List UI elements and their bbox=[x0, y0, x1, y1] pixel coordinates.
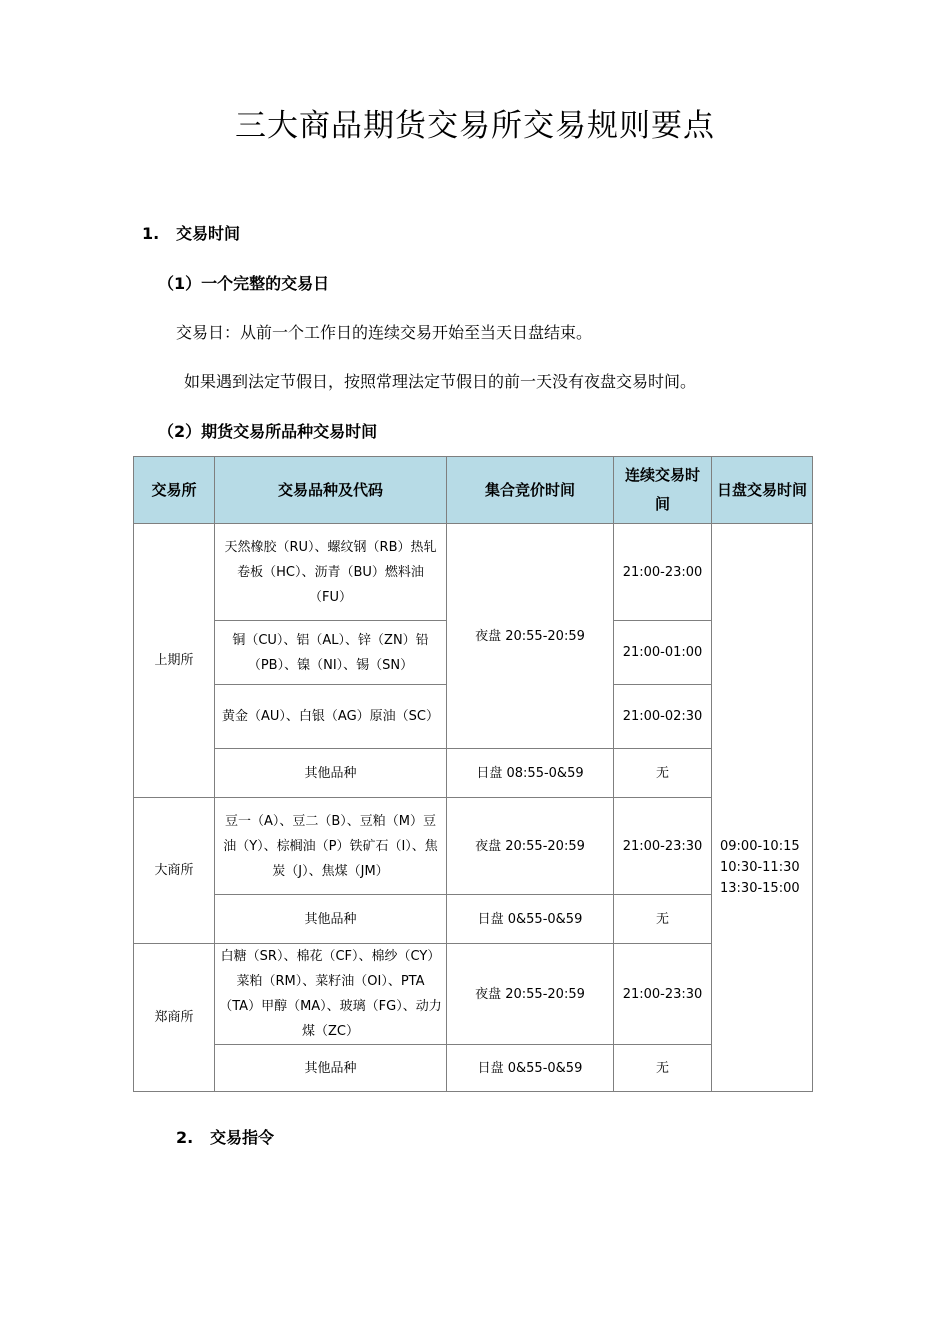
products-cell: 天然橡胶（RU）、螺纹钢（RB）热轧卷板（HC）、沥青（BU）燃料油（FU） bbox=[215, 524, 447, 621]
continuous-cell: 无 bbox=[614, 895, 712, 944]
table-row bbox=[134, 944, 813, 1045]
products-cell: 白糖（SR）、棉花（CF）、棉纱（CY）菜粕（RM）、菜籽油（OI）、PTA（TA）甲醇（MA）、玻璃（FG）、动力煤（ZC） bbox=[215, 944, 447, 1045]
continuous-cell: 21:00-23:30 bbox=[614, 944, 712, 1045]
header-continuous: 连续交易时间 bbox=[614, 457, 712, 524]
auction-cell: 日盘 0&55-0&59 bbox=[447, 895, 614, 944]
table-row bbox=[134, 1045, 813, 1092]
section-label: 交易时间 bbox=[176, 224, 241, 243]
continuous-cell: 无 bbox=[614, 1045, 712, 1092]
section-heading-2 bbox=[176, 1125, 274, 1148]
products-cell: 其他品种 bbox=[215, 1045, 447, 1092]
paragraph-holiday: 如果遇到法定节假日，按照常理法定节假日的前一天没有夜盘交易时间。 bbox=[184, 372, 697, 391]
day-session-afternoon: 13:30-15:00 bbox=[720, 881, 800, 896]
products-cell: 其他品种 bbox=[215, 895, 447, 944]
continuous-cell: 无 bbox=[614, 749, 712, 798]
products-cell: 黄金（AU）、白银（AG）原油（SC） bbox=[215, 685, 447, 749]
auction-cell: 夜盘 20:55-20:59 bbox=[447, 944, 614, 1045]
continuous-cell: 21:00-02:30 bbox=[614, 685, 712, 749]
header-auction: 集合竞价时间 bbox=[447, 457, 614, 524]
subsection-heading-1: （1）一个完整的交易日 bbox=[158, 274, 330, 293]
section-heading-1 bbox=[142, 221, 240, 244]
continuous-cell: 21:00-23:00 bbox=[614, 524, 712, 621]
table-header-row bbox=[134, 457, 813, 524]
products-cell: 其他品种 bbox=[215, 749, 447, 798]
continuous-cell: 21:00-01:00 bbox=[614, 621, 712, 685]
products-cell: 豆一（A）、豆二（B）、豆粕（M）豆油（Y）、棕榈油（P）铁矿石（I）、焦炭（J）、焦煤（JM） bbox=[215, 798, 447, 895]
products-cell: 铜（CU）、铝（AL）、锌（ZN）铅（PB）、镍（NI）、锡（SN） bbox=[215, 621, 447, 685]
paragraph-trading-day: 交易日：从前一个工作日的连续交易开始至当天日盘结束。 bbox=[176, 323, 593, 342]
day-session-morning-1: 09:00-10:15 bbox=[720, 839, 800, 854]
exchange-dce: 大商所 bbox=[134, 798, 215, 944]
trading-hours-table bbox=[133, 456, 813, 1092]
section-number: 2. bbox=[176, 1128, 194, 1147]
section-label: 交易指令 bbox=[210, 1128, 275, 1147]
table-row bbox=[134, 895, 813, 944]
exchange-shfe: 上期所 bbox=[134, 524, 215, 798]
table-row bbox=[134, 749, 813, 798]
table-row bbox=[134, 524, 813, 621]
header-day-session: 日盘交易时间 bbox=[712, 457, 813, 524]
section-number: 1. bbox=[142, 224, 160, 243]
header-products: 交易品种及代码 bbox=[215, 457, 447, 524]
auction-cell: 夜盘 20:55-20:59 bbox=[447, 798, 614, 895]
header-exchange: 交易所 bbox=[134, 457, 215, 524]
subsection-heading-2: （2）期货交易所品种交易时间 bbox=[158, 422, 378, 441]
auction-cell: 日盘 0&55-0&59 bbox=[447, 1045, 614, 1092]
page-title: 三大商品期货交易所交易规则要点 bbox=[235, 108, 715, 144]
day-session-cell bbox=[712, 524, 813, 1092]
table-row bbox=[134, 798, 813, 895]
day-session-morning-2: 10:30-11:30 bbox=[720, 860, 800, 875]
exchange-czce: 郑商所 bbox=[134, 944, 215, 1092]
auction-cell: 日盘 08:55-0&59 bbox=[447, 749, 614, 798]
continuous-cell: 21:00-23:30 bbox=[614, 798, 712, 895]
auction-cell: 夜盘 20:55-20:59 bbox=[447, 524, 614, 749]
